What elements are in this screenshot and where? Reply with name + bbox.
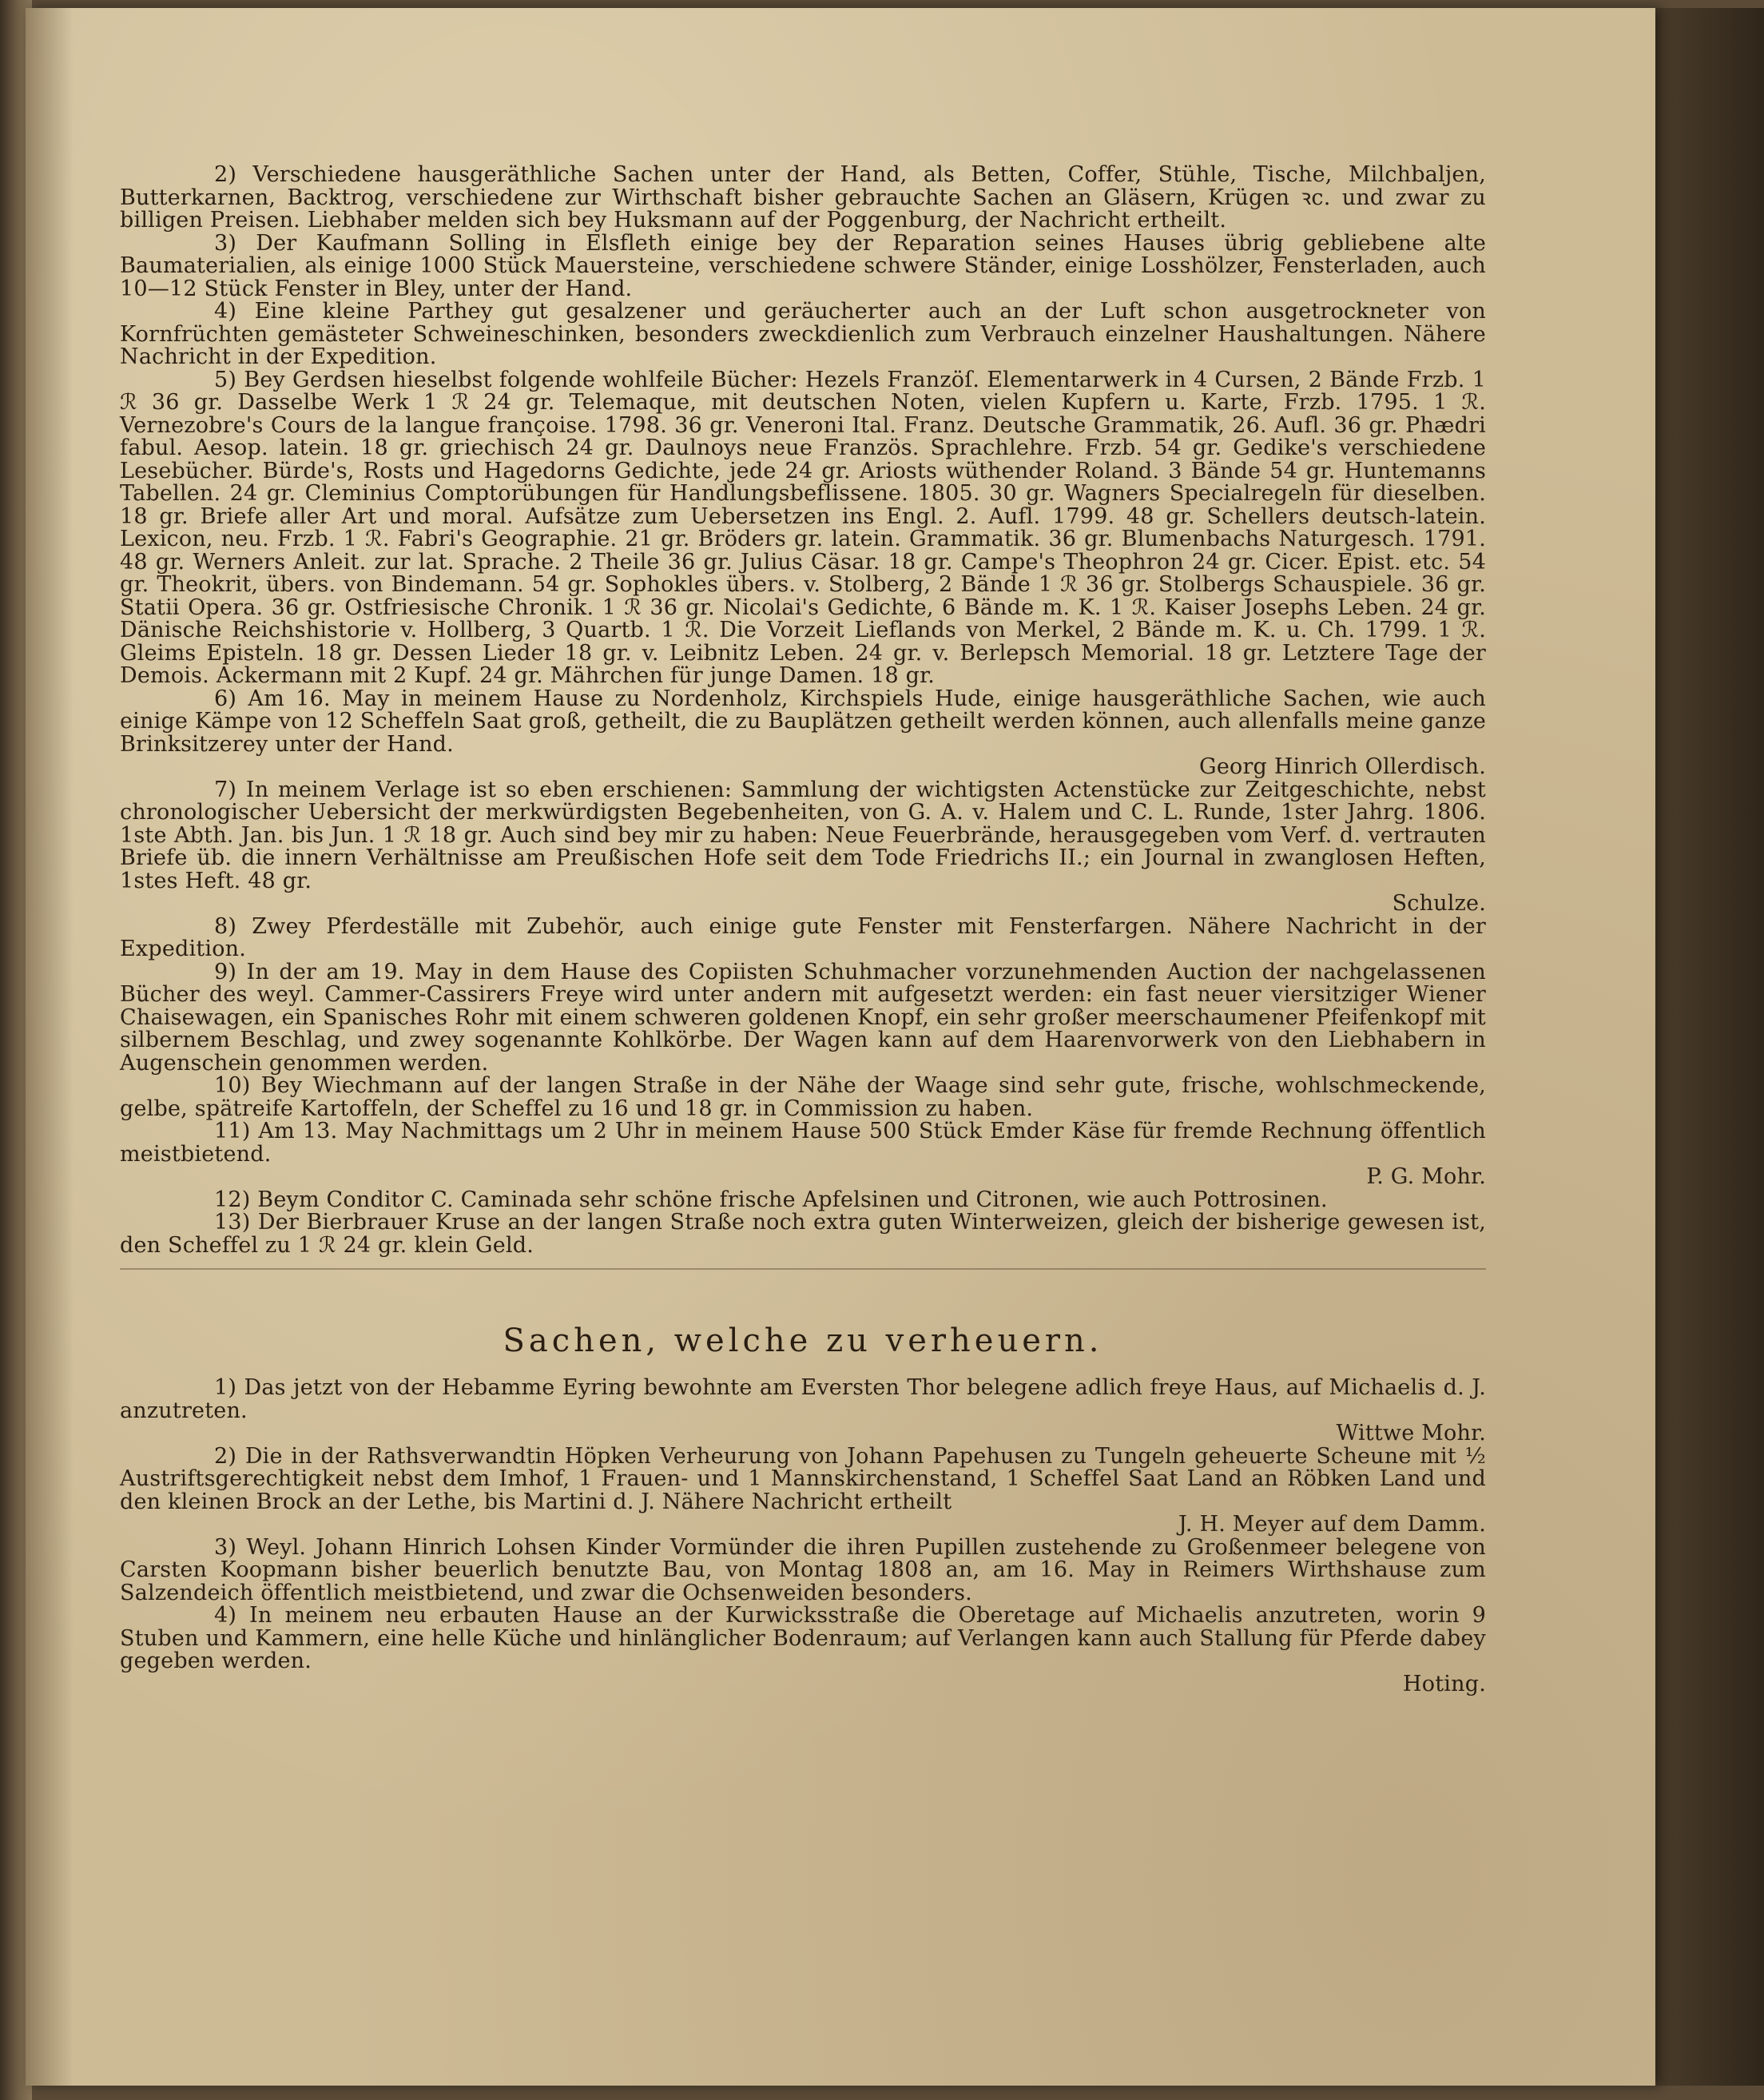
sale-item-6-text: 6) Am 16. May in meinem Hause zu Nordenholz, Kirchspiels Hude, einige hausgeräthliche Sachen, wie auch einige Kämpe von 12 Scheffeln Saat groß, getheilt, die zu Bauplätzen getheilt werden können, auch allenfalls meine ganze Brinksitzerey unter der Hand. bbox=[120, 686, 1486, 757]
sale-item-9: 9) In der am 19. May in dem Hause des Copiisten Schuhmacher vorzunehmenden Auction der nachgelassenen Bücher des weyl. Cammer-Cassirers Freye wird unter andern mit aufgesetzt werden: ein fast neuer viersitziger Wiener Chaisewagen, ein Spanisches Rohr mit einem schweren goldenen Knopf, ein sehr großer meerschaumener Pfeifenkopf mit silbernem Beschlag, und zwey sogenannte Kohlkörbe. Der Wagen kann auf dem Haarenvorwerk von den Liebhabern in Augenschein genommen werden. bbox=[120, 959, 1486, 1076]
signature-wittwe-mohr: Wittwe Mohr. bbox=[1336, 1421, 1486, 1446]
rent-item-2-text: 2) Die in der Rathsverwandtin Höpken Verheurung von Johann Papehusen zu Tungeln geheuerte Scheune mit ½ Austriftsgerechtigkeit nebst dem Imhof, 1 Frauen- und 1 Mannskirchenstand, 1 Scheffel Saat Land an Röbken Land und den kleinen Brock an der Lethe, bis Martini d. J. Nähere Nachricht ertheilt bbox=[120, 1443, 1486, 1514]
sale-item-2: 2) Verschiedene hausgeräthliche Sachen unter der Hand, als Betten, Coffer, Stühle, Tische, Milchbaljen, Butterkarnen, Backtrog, verschiedene zur Wirthschaft bisher gebrauchte Sachen an Gläsern, Krügen ꝛc. und zwar zu billigen Preisen. Liebhaber melden sich bey Huksmann auf der Poggenburg, der Nachricht ertheilt. bbox=[120, 162, 1486, 233]
rent-item-4-text: 4) In meinem neu erbauten Hause an der Kurwicksstraße die Oberetage auf Michaelis anzutreten, worin 9 Stuben und Kammern, eine helle Küche und hinlänglicher Bodenraum; auf Verlangen kann auch Stallung für Pferde dabey gegeben werden. bbox=[120, 1603, 1486, 1673]
rent-item-4 bbox=[120, 1605, 1486, 1696]
page-edge-shadow bbox=[1655, 8, 1764, 2086]
sale-item-13: 13) Der Bierbrauer Kruse an der langen Straße noch extra guten Winterweizen, gleich der bisherige gewesen ist, den Scheffel zu 1 ℛ 24 gr. klein Geld. bbox=[120, 1210, 1486, 1258]
sale-item-5: 5) Bey Gerdsen hieselbst folgende wohlfeile Bücher: Hezels Franzöſ. Elementarwerk in 4 Cursen, 2 Bände Frzb. 1 ℛ 36 gr. Dasselbe Werk 1 ℛ 24 gr. Telemaque, mit deutschen Noten, vielen Kupfern u. Karte, Frzb. 1795. 1 ℛ. Vernezobre's Cours de la langue françoise. 1798. 36 gr. Veneroni Ital. Franz. Deutsche Grammatik, 26. Aufl. 36 gr. Phædri fabul. Aesop. latein. 18 gr. griechisch 24 gr. Daulnoys neue Französ. Sprachlehre. Frzb. 54 gr. Gedike's verschiedene Lesebücher. Bürde's, Rosts und Hagedorns Gedichte, jede 24 gr. Ariosts wüthender Roland. 3 Bände 54 gr. Huntemanns Tabellen. 24 gr. Cleminius Comptorübungen für Handlungsbeflissene. 1805. 30 gr. Wagners Specialregeln für dieselben. 18 gr. Briefe aller Art und moral. Aufsätze zum Uebersetzen ins Engl. 2. Aufl. 1799. 48 gr. Schellers deutsch-latein. Lexicon, neu. Frzb. 1 ℛ. Fabri's Geographie. 21 gr. Bröders gr. latein. Grammatik. 36 gr. Blumenbachs Naturgesch. 1791. 48 gr. Werners Anleit. zur lat. Sprache. 2 Theile 36 gr. Julius Cäsar. 18 gr. Campe's Theophron 24 gr. Cicer. Epist. etc. 54 gr. Theokrit, übers. von Bindemann. 54 gr. Sophokles übers. v. Stolberg, 2 Bände 1 ℛ 36 gr. Stolbergs Schauspiele. 36 gr. Statii Opera. 36 gr. Ostfriesische Chronik. 1 ℛ 36 gr. Nicolai's Gedichte, 6 Bände m. K. 1 ℛ. Kaiser Josephs Leben. 24 gr. Dänische Reichshistorie v. Hollberg, 3 Quartb. 1 ℛ. Die Vorzeit Lieflands von Merkel, 2 Bände m. K. u. Ch. 1799. 1 ℛ. Gleims Episteln. 18 gr. Dessen Lieder 18 gr. v. Leibnitz Leben. 24 gr. v. Berlepsch Memorial. 18 gr. Letztere Tage der Demois. Ackermann mit 2 Kupf. 24 gr. Mährchen für junge Damen. 18 gr. bbox=[120, 367, 1486, 688]
sale-item-8: 8) Zwey Pferdeställe mit Zubehör, auch einige gute Fenster mit Fensterfargen. Nähere Nachricht in der Expedition. bbox=[120, 913, 1486, 961]
sale-item-7 bbox=[120, 779, 1486, 916]
rent-item-1 bbox=[120, 1377, 1486, 1446]
signature-meyer: J. H. Meyer auf dem Damm. bbox=[1178, 1512, 1486, 1537]
signature-hoting: Hoting. bbox=[1403, 1671, 1486, 1696]
rent-item-3: 3) Weyl. Johann Hinrich Lohsen Kinder Vormünder die ihren Pupillen zustehende zu Großenmeer belegene von Carsten Koopmann bisher beuerlich benutzte Bau, von Montag 1808 an, am 16. May in Reimers Wirthshause zum Salzendeich öffentlich meistbietend, und zwar die Ochsenweiden besonders. bbox=[120, 1534, 1486, 1605]
section-title-rent: Sachen, welche zu verheuern. bbox=[503, 1322, 1103, 1359]
sale-item-12: 12) Beym Conditor C. Caminada sehr schöne frische Apfelsinen und Citronen, wie auch Pottrosinen. bbox=[214, 1187, 1328, 1212]
signature-ollerdisch: Georg Hinrich Ollerdisch. bbox=[1199, 754, 1486, 779]
signature-schulze: Schulze. bbox=[1392, 891, 1486, 916]
sale-item-3: 3) Der Kaufmann Solling in Elsfleth einige bey der Reparation seines Hauses übrig gebliebene alte Baumaterialien, als einige 1000 Stück Mauersteine, verschiedene schwere Ständer, einige Losshölzer, Fensterladen, auch 10—12 Stück Fenster in Bley, unter der Hand. bbox=[120, 230, 1486, 301]
rent-item-1-text: 1) Das jetzt von der Hebamme Eyring bewohnte am Eversten Thor belegene adlich freye Haus, auf Michaelis d. J. anzutreten. bbox=[120, 1375, 1486, 1423]
sale-item-11 bbox=[120, 1120, 1486, 1189]
signature-mohr: P. G. Mohr. bbox=[1366, 1164, 1486, 1189]
rent-item-2 bbox=[120, 1443, 1486, 1537]
sale-item-4: 4) Eine kleine Parthey gut gesalzener und geräucherter auch an der Luft schon ausgetrockneter von Kornfrüchten gemästeter Schweineschinken, besonders zweckdienlich zum Verbrauch einzelner Haushaltungen. Nähere Nachricht in der Expedition. bbox=[120, 299, 1486, 369]
sale-item-10: 10) Bey Wiechmann auf der langen Straße in der Nähe der Waage sind sehr gute, frische, wohlschmeckende, gelbe, spätreife Kartoffeln, der Scheffel zu 16 und 18 gr. in Commission zu haben. bbox=[120, 1073, 1486, 1121]
sale-item-7-text: 7) In meinem Verlage ist so eben erschienen: Sammlung der wichtigsten Actenstücke zur Zeitgeschichte, nebst chronologischer Uebersicht der merkwürdigsten Begebenheiten, von G. A. v. Halem und C. L. Runde, 1ster Jahrg. 1806. 1ste Abth. Jan. bis Jun. 1 ℛ 18 gr. Auch sind bey mir zu haben: Neue Feuerbrände, herausgegeben vom Verf. d. vertrauten Briefe üb. die innern Verhältnisse am Preußischen Hofe seit dem Tode Friedrichs II.; ein Journal in zwanglosen Heften, 1stes Heft. 48 gr. bbox=[120, 777, 1486, 893]
page-text bbox=[120, 164, 1486, 1696]
section-divider bbox=[120, 1268, 1486, 1270]
sale-item-11-text: 11) Am 13. May Nachmittags um 2 Uhr in meinem Hause 500 Stück Emder Käse für fremde Rechnung öffentlich meistbietend. bbox=[120, 1119, 1486, 1167]
sale-item-6 bbox=[120, 688, 1486, 779]
